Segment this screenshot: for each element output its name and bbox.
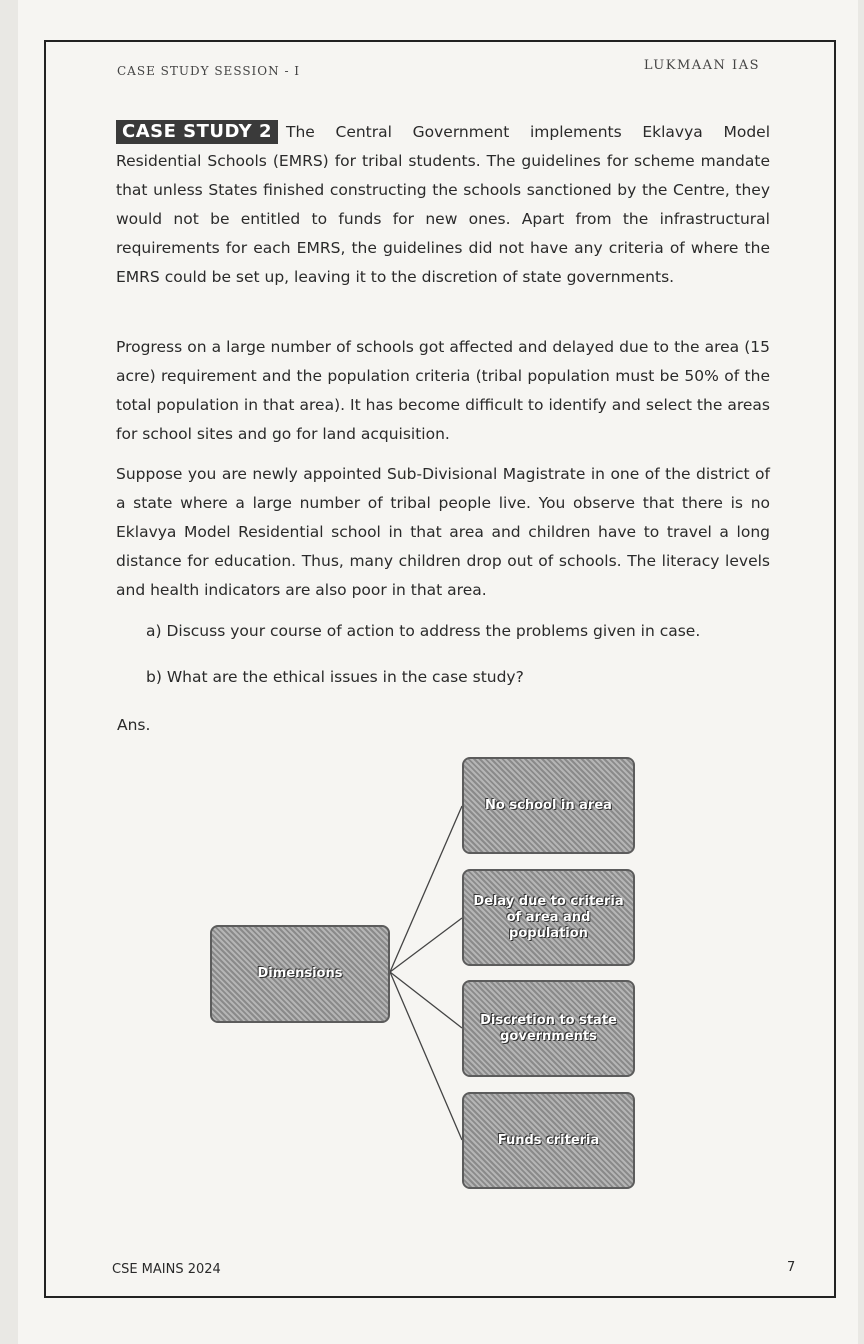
diagram-root-dimensions: Dimensions — [210, 925, 390, 1023]
question-b: b) What are the ethical issues in the case study? — [146, 668, 524, 686]
question-a: a) Discuss your course of action to address the problems given in case. — [146, 622, 701, 640]
diagram-item-no-school: No school in area — [462, 757, 635, 854]
connector-4 — [390, 972, 462, 1140]
case-paragraph-3: Suppose you are newly appointed Sub-Divisional Magistrate in one of the district of a state where a large number of tribal people live. You observe that there is no Eklavya Model Residential school in that area and children have to travel a long distance for education. Thus, many children drop out of schools. The literacy levels and health indicators are also poor in that area. — [116, 465, 770, 599]
case-paragraph-1-text: The Central Government implements Eklavya Model Residential Schools (EMRS) for tribal students. The guidelines for scheme mandate that unless States finished constructing the schools sanctioned by the Centre, they would not be entitled to funds for new ones. Apart from the infrastructural requirements for each EMRS, the guidelines did not have any criteria of where the EMRS could be set up, leaving it to the discretion of state governments. — [116, 123, 770, 286]
case-study-badge: CASE STUDY 2 — [116, 120, 278, 144]
page-number: 7 — [787, 1260, 796, 1275]
connector-2 — [390, 918, 462, 972]
answer-label: Ans. — [117, 716, 151, 734]
case-paragraph-2: Progress on a large number of schools got affected and delayed due to the area (15 acre) requirement and the population criteria (tribal population must be 50% of the total population in that area). It has become difficult to identify and select the areas for school sites and go for land acquisition. — [116, 338, 770, 443]
diagram-item-delay-criteria: Delay due to criteria of area and population — [462, 869, 635, 966]
footer-exam-label: CSE MAINS 2024 — [112, 1262, 221, 1277]
diagram-item-state-discretion: Discretion to state governments — [462, 980, 635, 1077]
diagram-item-funds-criteria: Funds criteria — [462, 1092, 635, 1189]
header-brand: LUKMAAN IAS — [643, 58, 760, 73]
header-session-label: CASE STUDY SESSION - I — [117, 64, 301, 78]
connector-1 — [390, 806, 462, 972]
connector-3 — [390, 972, 462, 1028]
